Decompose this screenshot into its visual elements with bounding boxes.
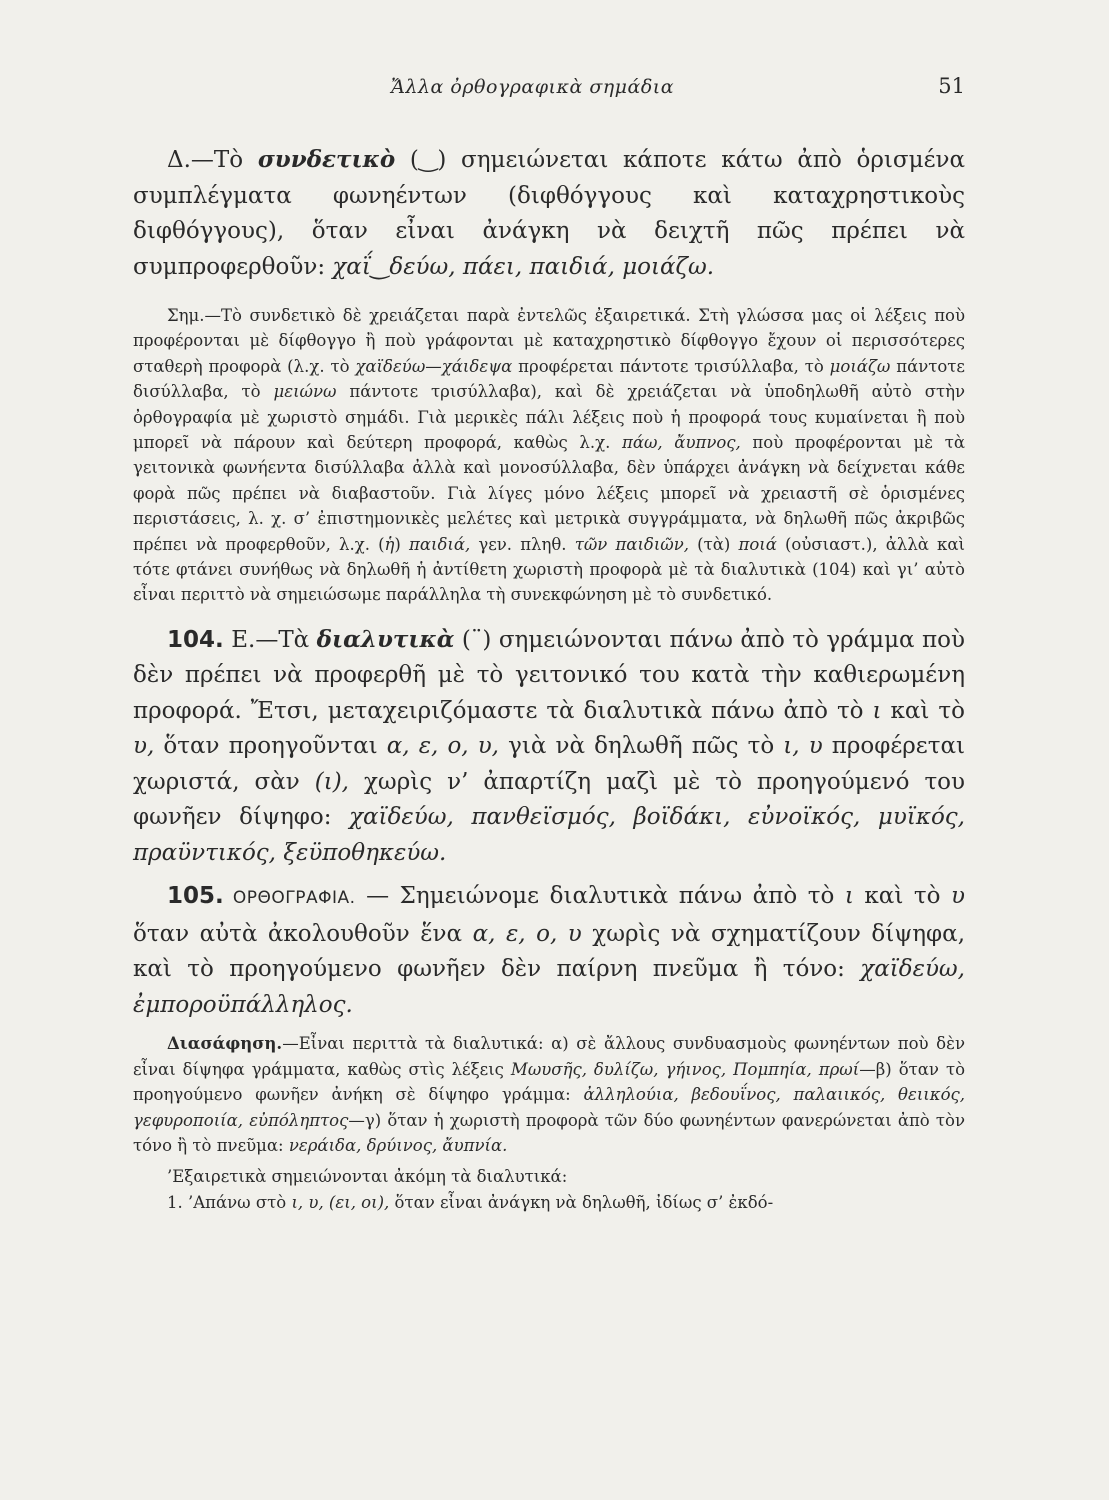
- examples: χαΐ‿δεύω, πάει, παιδιά, μοιάζω.: [332, 253, 715, 280]
- paragraph-105: [133, 879, 965, 1023]
- vowel: υ,: [133, 733, 155, 760]
- para-text: — Σημειώνομε διαλυτικὰ πάνω ἀπὸ τὸ: [355, 883, 845, 910]
- list-number: 1.: [167, 1192, 183, 1212]
- note-text: γεν. πληθ.: [470, 534, 575, 554]
- note-text: (οὐσιαστ.), ἀλλὰ καὶ τότε φτάνει συνήθως νὰ δηλωθῆ ἡ ἀντίθετη χωριστὴ προφορὰ μὲ τὰ διαλυτικὰ (104) καὶ γι’ αὐτὸ εἶναι περιττὸ νὰ σημειώσωμε παράλληλα τὴ συνεκφώνηση μὲ τὸ συνδετικό.: [133, 534, 965, 605]
- note-text: —Τὸ συνδετικὸ δὲ χρειάζεται παρὰ ἐντελῶς ἐξαιρετικά. Στὴ γλώσσα μας οἱ λέξεις ποὺ προφέρονται μὲ δίφθογγο ἢ ποὺ γράφονται μὲ καταχρηστικὸ δίφθογγο ἔχουν οἱ περισσότερες σταθερὴ προφορὰ (λ.χ. τὸ: [133, 306, 965, 376]
- note-diasafisi: [133, 1031, 965, 1158]
- para-text: ὅταν προηγοῦνται: [154, 733, 387, 760]
- example: ἡ: [384, 534, 395, 554]
- list-item: [133, 1190, 965, 1215]
- note-shm: [133, 303, 965, 608]
- vowels: α, ε, ο, υ: [472, 920, 582, 947]
- page: [133, 72, 965, 1215]
- term-dialytika: διαλυτικὰ: [316, 625, 455, 653]
- list-text: ὅταν εἶναι ἀνάγκη νὰ δηλωθῆ, ἰδίως σ’ ἐκδό-: [389, 1192, 774, 1212]
- para-text: χωρὶς νὰ σχηματίζουν δίψηφα, καὶ τὸ προηγούμενο φωνῆεν δὲν παίρνη πνεῦμα ἢ τόνο:: [133, 920, 966, 983]
- section-number: 104.: [167, 626, 224, 653]
- note-text: πάντοτε τρισύλλαβα), καὶ δὲ χρειάζεται νὰ ὑποδηλωθῆ αὐτὸ στὴν ὀρθογραφία μὲ χωριστὸ σημάδι. Γιὰ μερικὲς πάλι λέξεις ποὺ ἡ προφορά τους κυμαίνεται ἢ ποὺ μπορεῖ νὰ πάρουν καὶ δεύτερη προφορά, καθὼς λ.χ.: [133, 382, 965, 453]
- note-text: ποὺ προφέρονται μὲ τὰ γειτονικὰ φωνήεντα δισύλλαβα ἀλλὰ καὶ μονοσύλλαβα, δὲν ὑπάρχει ἀνάγκη νὰ δείχνεται κάθε φορὰ πῶς πρέπει νὰ διαβαστοῦν. Γιὰ λίγες μόνο λέξεις μπορεῖ νὰ χρειαστῆ σὲ ὁρισμένες περιστάσεις, λ. χ. σ’ ἐπιστημονικὲς μελέτες καὶ μετρικὰ συγγράμματα, νὰ δηλωθῆ πῶς ἀκριβῶς πρέπει νὰ προφερθοῦν, λ.χ. (: [133, 433, 965, 554]
- para-text: καὶ τὸ: [881, 697, 965, 724]
- para-text: καὶ τὸ: [853, 883, 952, 910]
- para-lead: Δ.—Τὸ: [167, 147, 258, 173]
- dialytika-mark: (¨): [454, 626, 492, 653]
- example: παιδιά,: [408, 534, 471, 554]
- note-label: Σημ.: [167, 306, 205, 325]
- vowel: (ι),: [314, 768, 349, 795]
- para-text: χωρὶς ν’ ἀπαρτίζη μαζὶ μὲ τὸ προηγούμενό του φωνῆεν δίψηφο:: [133, 768, 965, 831]
- vowel: ι: [844, 883, 854, 910]
- para-text: σημειώνονται πάνω ἀπὸ τὸ γράμμα ποὺ δὲν πρέπει νὰ προφερθῆ μὲ τὸ γειτονικό του κατὰ τὴν καθιερωμένη προφορά. Ἔτσι, μεταχειριζόμαστε τὰ διαλυτικὰ πάνω ἀπὸ τὸ: [133, 626, 965, 724]
- running-title: Ἄλλα ὀρθογραφικὰ σημάδια: [391, 76, 675, 98]
- example: μειώνω: [273, 382, 337, 402]
- para-lead: Ε.—Τὰ: [223, 626, 317, 653]
- example: χαϊδεύω—χάιδεψα: [355, 356, 513, 376]
- example: ποιά: [738, 534, 777, 554]
- note-text: (τὰ): [689, 534, 739, 554]
- note-exceptions-intro: ’Εξαιρετικὰ σημειώνονται ἀκόμη τὰ διαλυτικά:: [167, 1167, 568, 1187]
- para-text: γιὰ νὰ δηλωθῆ πῶς τὸ: [499, 733, 784, 760]
- list-text: ’Απάνω στὸ: [182, 1192, 292, 1212]
- note-text: ): [394, 534, 409, 554]
- section-number: 105.: [167, 883, 224, 910]
- note-text: προφέρεται πάντοτε τρισύλλαβα, τὸ: [512, 356, 830, 376]
- examples: χαϊδεύω, πανθεϊσμός, βοϊδάκι, εὐνοϊκός, μυϊκός, πραϋντικός, ξεϋποθηκεύω.: [133, 804, 965, 866]
- para-text: σημειώνεται κάποτε κάτω ἀπὸ ὁρισμένα συμπλέγματα φωνηέντων (διφθόγγους καὶ καταχρηστικοὺς διφθόγγους), ὅταν εἶναι ἀνάγκη νὰ δειχτῆ πῶς πρέπει νὰ συμπροφερθοῦν:: [133, 147, 965, 280]
- para-text: ὅταν αὐτὰ ἀκολουθοῦν ἕνα: [133, 920, 473, 947]
- paragraph-delta: [133, 142, 965, 285]
- example: μοιάζω: [829, 356, 891, 376]
- paragraph-104: [133, 622, 965, 872]
- example: τῶν παιδιῶν,: [574, 534, 690, 554]
- page-number: 51: [938, 74, 965, 98]
- para-text: προφέρεται χωριστά, σὰν: [133, 733, 965, 795]
- section-label: ΟΡΘΟΓΡΑΦΙΑ.: [223, 888, 356, 909]
- example: ι, υ, (ει, οι),: [291, 1192, 390, 1212]
- vowel: υ: [951, 883, 966, 910]
- term-syndetiko: συνδετικὸ: [257, 146, 396, 173]
- running-head: [133, 72, 965, 108]
- vowels: ι, υ: [783, 733, 823, 760]
- example: Μωυσῆς, δυλίζω, γήινος, Πομπηία, πρωί: [510, 1059, 860, 1079]
- example: πάω, ἄυπνος,: [621, 433, 741, 453]
- note-label: Διασάφηση.: [167, 1034, 283, 1054]
- example: ἀλληλούια, βεδουΐνος, παλαιικός, θειικός, γεφυροποιία, εὐπόληπτος: [133, 1085, 965, 1130]
- vowel: ι: [872, 697, 882, 724]
- example: νεράιδα, δρύινος, ἄυπνία.: [288, 1136, 508, 1155]
- note-text: —γ) ὅταν ἡ χωριστὴ προφορὰ τῶν δύο φωνηέντων φανερώνεται ἀπὸ τὸν τόνο ἢ τὸ πνεῦμα:: [133, 1110, 965, 1155]
- examples: χαϊδεύω, ἐμποροϋπάλληλος.: [133, 956, 965, 1018]
- syndetiko-mark: (‿): [395, 147, 447, 173]
- note-text: —Εἶναι περιττὰ τὰ διαλυτικά: α) σὲ ἄλλους συνδυασμοὺς φωνηέντων ποὺ δὲν εἶναι δίψηφα γράμματα, καθὼς στὶς λέξεις: [133, 1034, 965, 1079]
- note-text: —β) ὅταν τὸ προηγούμενο φωνῆεν ἀνήκη σὲ δίψηφο γράμμα:: [133, 1059, 966, 1105]
- note-text: πάντοτε δισύλλαβα, τὸ: [133, 356, 965, 402]
- vowels: α, ε, ο, υ,: [386, 733, 499, 760]
